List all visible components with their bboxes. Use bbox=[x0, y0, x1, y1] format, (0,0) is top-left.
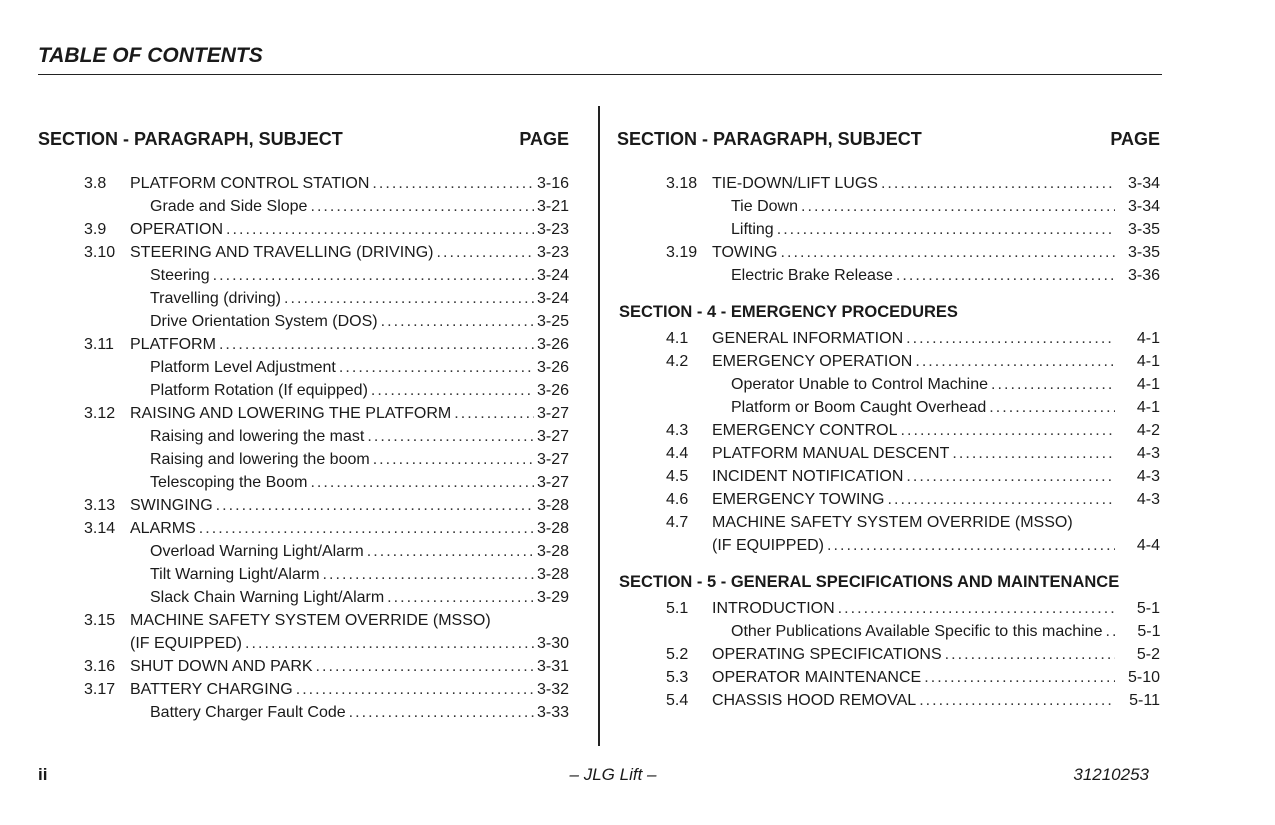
page-reference: 3-26 bbox=[536, 336, 569, 353]
toc-entries-left bbox=[38, 172, 569, 724]
entry-subject: EMERGENCY TOWING bbox=[712, 491, 885, 508]
toc-entry[interactable] bbox=[38, 333, 569, 356]
page-reference: 3-26 bbox=[536, 382, 569, 399]
subject-heading: SECTION - PARAGRAPH, SUBJECT bbox=[38, 129, 343, 149]
paragraph-number: 5.3 bbox=[666, 669, 689, 686]
entry-subject: EMERGENCY OPERATION bbox=[712, 353, 913, 370]
page-reference: 3-34 bbox=[1127, 198, 1160, 215]
dot-leader bbox=[381, 310, 534, 333]
page-reference: 3-24 bbox=[536, 290, 569, 307]
toc-entry[interactable] bbox=[38, 241, 569, 264]
page-reference: 3-25 bbox=[536, 313, 569, 330]
dot-leader bbox=[991, 373, 1115, 396]
section-5-heading: SECTION - 5 - GENERAL SPECIFICATIONS AND MAINTENANCE bbox=[619, 573, 1120, 591]
entry-subject: OPERATOR MAINTENANCE bbox=[712, 669, 922, 686]
subject-heading: SECTION - PARAGRAPH, SUBJECT bbox=[617, 129, 922, 149]
page-number: ii bbox=[38, 765, 48, 784]
entry-subject: INCIDENT NOTIFICATION bbox=[712, 468, 904, 485]
entry-subtopic: Platform Level Adjustment bbox=[150, 359, 336, 376]
paragraph-number: 5.4 bbox=[666, 692, 689, 709]
dot-leader bbox=[887, 488, 1115, 511]
toc-entries-section-3 bbox=[617, 172, 1160, 287]
page-reference: 5-2 bbox=[1136, 646, 1160, 663]
dot-leader bbox=[919, 689, 1115, 712]
page-reference: 4-4 bbox=[1136, 537, 1160, 554]
toc-entry[interactable] bbox=[38, 356, 569, 379]
toc-entry[interactable] bbox=[38, 379, 569, 402]
toc-entry[interactable] bbox=[38, 517, 569, 540]
entry-continuation: (IF EQUIPPED) bbox=[130, 635, 243, 652]
entry-subtopic: Steering bbox=[150, 267, 210, 284]
entry-subject: PLATFORM MANUAL DESCENT bbox=[712, 445, 950, 462]
page-reference: 3-28 bbox=[536, 543, 569, 560]
entry-subtopic: Lifting bbox=[731, 221, 774, 238]
page-reference: 3-28 bbox=[536, 520, 569, 537]
toc-entry[interactable] bbox=[617, 218, 1160, 241]
page-reference: 3-27 bbox=[536, 451, 569, 468]
toc-entry[interactable] bbox=[617, 373, 1160, 396]
page-reference: 3-28 bbox=[536, 497, 569, 514]
page-title: TABLE OF CONTENTS bbox=[38, 44, 263, 67]
paragraph-number: 3.16 bbox=[84, 658, 116, 675]
toc-entry[interactable] bbox=[38, 471, 569, 494]
entry-subtopic: Platform Rotation (If equipped) bbox=[150, 382, 368, 399]
toc-entry[interactable] bbox=[38, 425, 569, 448]
entry-subtopic: Other Publications Available Specific to this machine bbox=[731, 623, 1103, 640]
toc-entry[interactable] bbox=[38, 609, 569, 632]
paragraph-number: 5.2 bbox=[666, 646, 689, 663]
toc-entry[interactable] bbox=[38, 264, 569, 287]
page-reference: 3-29 bbox=[536, 589, 569, 606]
entry-continuation: (IF EQUIPPED) bbox=[712, 537, 825, 554]
page-reference: 3-28 bbox=[536, 566, 569, 583]
paragraph-number: 3.10 bbox=[84, 244, 116, 261]
dot-leader bbox=[219, 333, 534, 356]
dot-leader bbox=[284, 287, 534, 310]
dot-leader bbox=[924, 666, 1115, 689]
toc-entry[interactable] bbox=[38, 402, 569, 425]
entry-subject: GENERAL INFORMATION bbox=[712, 330, 904, 347]
paragraph-number: 3.17 bbox=[84, 681, 116, 698]
paragraph-number: 3.11 bbox=[84, 336, 114, 353]
paragraph-number: 3.18 bbox=[666, 175, 698, 192]
dot-leader bbox=[945, 643, 1115, 666]
entry-subject: RAISING AND LOWERING THE PLATFORM bbox=[130, 405, 452, 422]
column-header-right bbox=[617, 124, 1160, 154]
dot-leader bbox=[881, 172, 1115, 195]
entry-subject: TIE-DOWN/LIFT LUGS bbox=[712, 175, 878, 192]
toc-entry[interactable] bbox=[38, 678, 569, 701]
paragraph-number: 3.12 bbox=[84, 405, 116, 422]
dot-leader bbox=[316, 655, 534, 678]
page-reference: 5-1 bbox=[1136, 600, 1160, 617]
page-reference: 3-33 bbox=[536, 704, 569, 721]
entry-subtopic: Tilt Warning Light/Alarm bbox=[150, 566, 320, 583]
paragraph-number: 5.1 bbox=[666, 600, 689, 617]
dot-leader bbox=[367, 540, 534, 563]
toc-entry[interactable] bbox=[38, 310, 569, 333]
document-number: 31210253 bbox=[1073, 765, 1149, 784]
dot-leader bbox=[199, 517, 534, 540]
toc-entries-section-4 bbox=[617, 327, 1160, 557]
toc-entry[interactable] bbox=[617, 511, 1160, 534]
paragraph-number: 4.3 bbox=[666, 422, 689, 439]
toc-left-column bbox=[38, 124, 569, 724]
page-reference: 4-3 bbox=[1136, 491, 1160, 508]
toc-entry[interactable] bbox=[617, 327, 1160, 350]
toc-entry[interactable] bbox=[38, 563, 569, 586]
toc-entry[interactable] bbox=[617, 350, 1160, 373]
page-reference: 3-27 bbox=[536, 474, 569, 491]
page-reference: 3-23 bbox=[536, 244, 569, 261]
entry-subtopic: Raising and lowering the mast bbox=[150, 428, 365, 445]
dot-leader bbox=[349, 701, 534, 724]
page-reference: 3-23 bbox=[536, 221, 569, 238]
toc-entry[interactable] bbox=[38, 494, 569, 517]
toc-right-column bbox=[617, 124, 1160, 712]
dot-leader bbox=[371, 379, 534, 402]
paragraph-number: 4.5 bbox=[666, 468, 689, 485]
page-reference: 4-1 bbox=[1136, 376, 1160, 393]
toc-entry[interactable] bbox=[617, 666, 1160, 689]
page-reference: 4-2 bbox=[1136, 422, 1160, 439]
entry-subtopic: Tie Down bbox=[731, 198, 798, 215]
dot-leader bbox=[245, 632, 534, 655]
paragraph-number: 4.4 bbox=[666, 445, 689, 462]
dot-leader bbox=[896, 264, 1115, 287]
entry-subtopic: Travelling (driving) bbox=[150, 290, 281, 307]
toc-entry[interactable] bbox=[38, 540, 569, 563]
toc-entry[interactable] bbox=[38, 195, 569, 218]
dot-leader bbox=[915, 350, 1115, 373]
page-reference: 4-1 bbox=[1136, 399, 1160, 416]
entry-subject: MACHINE SAFETY SYSTEM OVERRIDE (MSSO) bbox=[130, 612, 491, 629]
page-reference: 5-10 bbox=[1127, 669, 1160, 686]
page-reference: 5-1 bbox=[1137, 623, 1161, 640]
section-4-heading: SECTION - 4 - EMERGENCY PROCEDURES bbox=[619, 303, 958, 321]
dot-leader bbox=[310, 195, 534, 218]
entry-subtopic: Grade and Side Slope bbox=[150, 198, 308, 215]
dot-leader bbox=[906, 327, 1115, 350]
page-reference: 3-35 bbox=[1127, 244, 1160, 261]
dot-leader bbox=[827, 534, 1115, 557]
entry-subject: PLATFORM CONTROL STATION bbox=[130, 175, 370, 192]
entry-subject: BATTERY CHARGING bbox=[130, 681, 293, 698]
page-reference: 3-35 bbox=[1127, 221, 1160, 238]
entry-subtopic: Slack Chain Warning Light/Alarm bbox=[150, 589, 385, 606]
page-reference: 4-1 bbox=[1136, 330, 1160, 347]
dot-leader bbox=[216, 494, 534, 517]
entry-subject: ALARMS bbox=[130, 520, 196, 537]
entry-subtopic: Operator Unable to Control Machine bbox=[731, 376, 989, 393]
toc-entry[interactable] bbox=[38, 632, 569, 655]
page-reference: 3-34 bbox=[1127, 175, 1160, 192]
toc-entry[interactable] bbox=[617, 419, 1160, 442]
title-divider bbox=[38, 74, 1162, 75]
entry-subject: PLATFORM bbox=[130, 336, 216, 353]
entry-subject: TOWING bbox=[712, 244, 778, 261]
page-reference: 3-21 bbox=[536, 198, 569, 215]
page-reference: 3-30 bbox=[536, 635, 569, 652]
column-divider bbox=[598, 106, 600, 746]
toc-entry[interactable] bbox=[38, 218, 569, 241]
dot-leader bbox=[372, 172, 534, 195]
page-reference: 3-36 bbox=[1127, 267, 1160, 284]
entry-subject: INTRODUCTION bbox=[712, 600, 835, 617]
dot-leader bbox=[801, 195, 1115, 218]
toc-entry[interactable] bbox=[38, 287, 569, 310]
paragraph-number: 3.13 bbox=[84, 497, 116, 514]
entry-subtopic: Platform or Boom Caught Overhead bbox=[731, 399, 987, 416]
dot-leader bbox=[339, 356, 534, 379]
dot-leader bbox=[296, 678, 534, 701]
page-reference: 3-32 bbox=[536, 681, 569, 698]
dot-leader bbox=[952, 442, 1115, 465]
dot-leader bbox=[777, 218, 1115, 241]
toc-entry[interactable] bbox=[617, 643, 1160, 666]
entry-subject: SWINGING bbox=[130, 497, 213, 514]
toc-entry[interactable] bbox=[617, 172, 1160, 195]
entry-subject: OPERATING SPECIFICATIONS bbox=[712, 646, 942, 663]
entry-subtopic: Raising and lowering the boom bbox=[150, 451, 370, 468]
page-reference: 3-24 bbox=[536, 267, 569, 284]
page-heading: PAGE bbox=[1110, 129, 1160, 149]
paragraph-number: 4.7 bbox=[666, 514, 689, 531]
entry-subject: OPERATION bbox=[130, 221, 224, 238]
dot-leader bbox=[1105, 620, 1115, 643]
paragraph-number: 3.19 bbox=[666, 244, 698, 261]
toc-entries-section-5 bbox=[617, 597, 1160, 712]
paragraph-number: 4.1 bbox=[666, 330, 689, 347]
entry-subtopic: Electric Brake Release bbox=[731, 267, 893, 284]
dot-leader bbox=[367, 425, 534, 448]
toc-entry[interactable] bbox=[38, 172, 569, 195]
page-reference: 3-31 bbox=[536, 658, 569, 675]
dot-leader bbox=[454, 402, 534, 425]
dot-leader bbox=[373, 448, 534, 471]
page-reference: 3-26 bbox=[536, 359, 569, 376]
entry-subject: STEERING AND TRAVELLING (DRIVING) bbox=[130, 244, 434, 261]
column-header-left bbox=[38, 124, 569, 154]
entry-subtopic: Overload Warning Light/Alarm bbox=[150, 543, 364, 560]
page-reference: 4-3 bbox=[1136, 468, 1160, 485]
paragraph-number: 4.6 bbox=[666, 491, 689, 508]
dot-leader bbox=[213, 264, 534, 287]
dot-leader bbox=[780, 241, 1115, 264]
toc-entry[interactable] bbox=[38, 448, 569, 471]
entry-subtopic: Battery Charger Fault Code bbox=[150, 704, 346, 721]
page-heading: PAGE bbox=[519, 129, 569, 149]
paragraph-number: 3.15 bbox=[84, 612, 116, 629]
dot-leader bbox=[436, 241, 534, 264]
page-reference: 4-1 bbox=[1136, 353, 1160, 370]
toc-entry[interactable] bbox=[617, 195, 1160, 218]
entry-subject: CHASSIS HOOD REMOVAL bbox=[712, 692, 917, 709]
paragraph-number: 3.8 bbox=[84, 175, 107, 192]
page-reference: 3-27 bbox=[536, 428, 569, 445]
toc-entry[interactable] bbox=[617, 442, 1160, 465]
toc-entry[interactable] bbox=[38, 586, 569, 609]
dot-leader bbox=[901, 419, 1115, 442]
toc-entry[interactable] bbox=[617, 264, 1160, 287]
toc-entry[interactable] bbox=[617, 241, 1160, 264]
dot-leader bbox=[989, 396, 1115, 419]
dot-leader bbox=[838, 597, 1115, 620]
toc-entry[interactable] bbox=[617, 620, 1160, 643]
paragraph-number: 3.14 bbox=[84, 520, 116, 537]
toc-entry[interactable] bbox=[617, 488, 1160, 511]
entry-subject: EMERGENCY CONTROL bbox=[712, 422, 898, 439]
page-reference: 3-27 bbox=[536, 405, 569, 422]
dot-leader bbox=[226, 218, 534, 241]
toc-entry[interactable] bbox=[617, 534, 1160, 557]
page-reference: 4-3 bbox=[1136, 445, 1160, 462]
paragraph-number: 4.2 bbox=[666, 353, 689, 370]
entry-subject: MACHINE SAFETY SYSTEM OVERRIDE (MSSO) bbox=[712, 514, 1073, 531]
toc-entry[interactable] bbox=[617, 689, 1160, 712]
entry-subtopic: Drive Orientation System (DOS) bbox=[150, 313, 378, 330]
paragraph-number: 3.9 bbox=[84, 221, 107, 238]
toc-entry[interactable] bbox=[617, 396, 1160, 419]
toc-entry[interactable] bbox=[38, 701, 569, 724]
dot-leader bbox=[323, 563, 534, 586]
dot-leader bbox=[906, 465, 1115, 488]
toc-entry[interactable] bbox=[617, 465, 1160, 488]
dot-leader bbox=[310, 471, 534, 494]
entry-subject: SHUT DOWN AND PARK bbox=[130, 658, 313, 675]
footer-brand: – JLG Lift – bbox=[569, 765, 657, 784]
page-reference: 5-11 bbox=[1129, 692, 1160, 709]
page-reference: 3-16 bbox=[536, 175, 569, 192]
toc-entry[interactable] bbox=[617, 597, 1160, 620]
dot-leader bbox=[387, 586, 534, 609]
entry-subtopic: Telescoping the Boom bbox=[150, 474, 308, 491]
toc-entry[interactable] bbox=[38, 655, 569, 678]
